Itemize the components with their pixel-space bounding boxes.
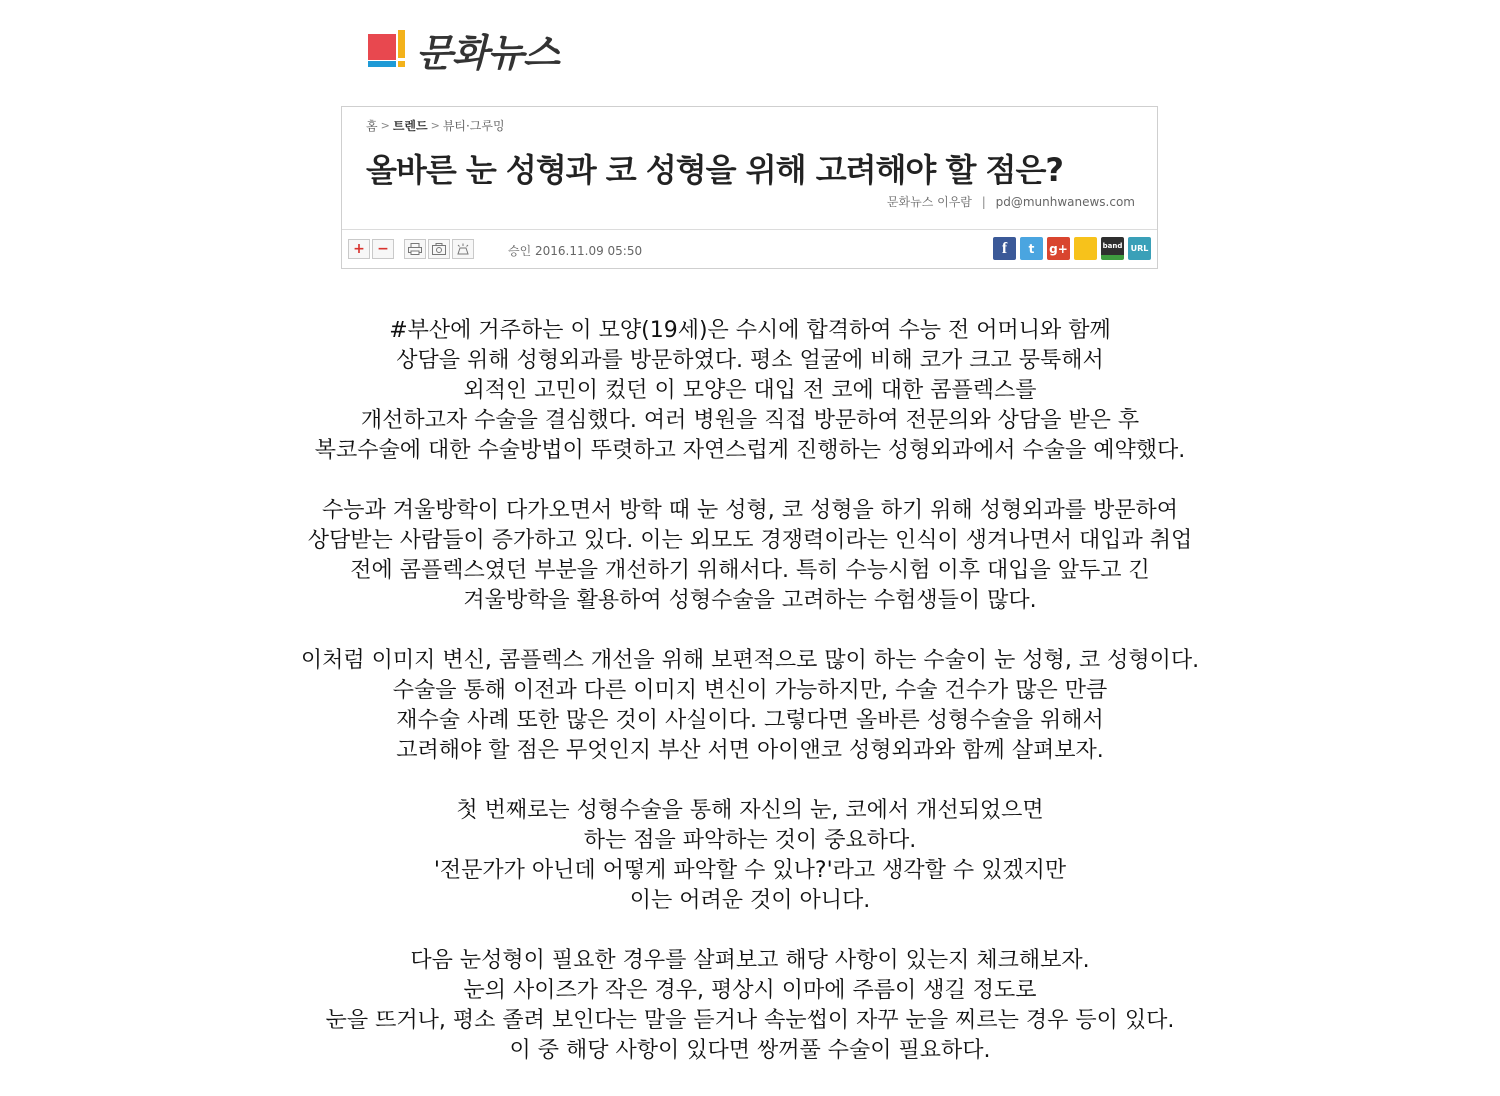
paragraph-line: 상담을 위해 성형외과를 방문하였다. 평소 얼굴에 비해 코가 크고 뭉툭해서 bbox=[396, 348, 1104, 373]
font-decrease-button[interactable]: − bbox=[372, 239, 394, 259]
paragraph-line: 재수술 사례 또한 많은 것이 사실이다. 그렇다면 올바른 성형수술을 위해서 bbox=[396, 708, 1104, 733]
logo-mark-icon bbox=[368, 24, 410, 74]
band-icon[interactable]: band bbox=[1101, 237, 1124, 260]
approved-date: 2016.11.09 05:50 bbox=[535, 244, 643, 258]
article-paragraph bbox=[250, 316, 1250, 466]
paragraph-line: 외적인 고민이 컸던 이 모양은 대입 전 코에 대한 콤플렉스를 bbox=[463, 378, 1037, 403]
paragraph-line: 첫 번째로는 성형수술을 통해 자신의 눈, 코에서 개선되었으면 bbox=[456, 798, 1044, 823]
chevron-right-icon: > bbox=[430, 119, 440, 132]
paragraph-line: 눈을 뜨거나, 평소 졸려 보인다는 말을 듣거나 속눈썹이 자꾸 눈을 찌르는 경우 등이 있다. bbox=[325, 1008, 1175, 1033]
print-icon[interactable] bbox=[404, 239, 426, 259]
paragraph-line: 이 중 해당 사항이 있다면 쌍꺼풀 수술이 필요하다. bbox=[509, 1038, 991, 1063]
paragraph-line: 다음 눈성형이 필요한 경우를 살펴보고 해당 사항이 있는지 체크해보자. bbox=[410, 948, 1090, 973]
article-paragraph bbox=[250, 796, 1250, 916]
byline bbox=[887, 193, 1135, 210]
paragraph-line: #부산에 거주하는 이 모양(19세)은 수시에 합격하여 수능 전 어머니와 함께 bbox=[389, 318, 1111, 343]
article-paragraph bbox=[250, 496, 1250, 616]
article-paragraph bbox=[250, 946, 1250, 1066]
paragraph-line: 하는 점을 파악하는 것이 중요하다. bbox=[583, 828, 917, 853]
report-icon[interactable] bbox=[452, 239, 474, 259]
paragraph-line: 수술을 통해 이전과 다른 이미지 변신이 가능하지만, 수술 건수가 많은 만큼 bbox=[392, 678, 1108, 703]
paragraph-line: 수능과 겨울방학이 다가오면서 방학 때 눈 성형, 코 성형을 하기 위해 성형외과를 방문하여 bbox=[322, 498, 1178, 523]
breadcrumb-trend[interactable]: 트렌드 bbox=[392, 119, 428, 133]
chevron-right-icon: > bbox=[380, 119, 390, 132]
facebook-icon[interactable]: f bbox=[993, 237, 1016, 260]
breadcrumb-beauty[interactable]: 뷰티·그루밍 bbox=[442, 119, 505, 133]
byline-email[interactable]: pd@munhwanews.com bbox=[995, 195, 1135, 209]
paragraph-line: 눈의 사이즈가 작은 경우, 평상시 이마에 주름이 생길 정도로 bbox=[463, 978, 1037, 1003]
paragraph-line: 상담받는 사람들이 증가하고 있다. 이는 외모도 경쟁력이라는 인식이 생겨나면서 대입과 취업 bbox=[307, 528, 1193, 553]
paragraph-line: 고려해야 할 점은 무엇인지 부산 서면 아이앤코 성형외과와 함께 살펴보자. bbox=[396, 738, 1104, 763]
font-increase-button[interactable]: + bbox=[348, 239, 370, 259]
approved-timestamp bbox=[508, 242, 642, 259]
paragraph-line: 개선하고자 수술을 결심했다. 여러 병원을 직접 방문하여 전문의와 상담을 받은 후 bbox=[360, 408, 1140, 433]
twitter-icon[interactable]: t bbox=[1020, 237, 1043, 260]
paragraph-line: '전문가가 아닌데 어떻게 파악할 수 있나?'라고 생각할 수 있겠지만 bbox=[433, 858, 1067, 883]
byline-divider: | bbox=[981, 195, 986, 209]
paragraph-line: 겨울방학을 활용하여 성형수술을 고려하는 수험생들이 많다. bbox=[463, 588, 1037, 613]
scrap-icon[interactable] bbox=[428, 239, 450, 259]
article-body bbox=[250, 316, 1250, 1096]
article-header bbox=[341, 106, 1158, 269]
font-size-controls bbox=[348, 239, 396, 259]
share-buttons bbox=[989, 237, 1151, 260]
byline-author: 문화뉴스 이우람 bbox=[886, 195, 972, 209]
kakaostory-icon[interactable] bbox=[1074, 237, 1097, 260]
paragraph-line: 이는 어려운 것이 아니다. bbox=[629, 888, 871, 913]
paragraph-line: 복코수술에 대한 수술방법이 뚜렷하고 자연스럽게 진행하는 성형외과에서 수술을 예약했다. bbox=[314, 438, 1186, 463]
googleplus-icon[interactable]: g+ bbox=[1047, 237, 1070, 260]
article-toolbar bbox=[342, 229, 1157, 269]
paragraph-line: 이처럼 이미지 변신, 콤플렉스 개선을 위해 보편적으로 많이 하는 수술이 눈 성형, 코 성형이다. bbox=[300, 648, 1200, 673]
url-icon[interactable]: URL bbox=[1128, 237, 1151, 260]
approved-label: 승인 bbox=[508, 244, 532, 258]
breadcrumb bbox=[366, 117, 505, 134]
site-logo[interactable] bbox=[368, 22, 559, 76]
article-tools bbox=[404, 239, 476, 259]
breadcrumb-home[interactable]: 홈 bbox=[366, 119, 378, 133]
article-title: 올바른 눈 성형과 코 성형을 위해 고려해야 할 점은? bbox=[366, 151, 1063, 189]
paragraph-line: 전에 콤플렉스였던 부분을 개선하기 위해서다. 특히 수능시험 이후 대입을 앞두고 긴 bbox=[350, 558, 1150, 583]
logo-text: 문화뉴스 bbox=[416, 29, 559, 75]
article-paragraph bbox=[250, 646, 1250, 766]
